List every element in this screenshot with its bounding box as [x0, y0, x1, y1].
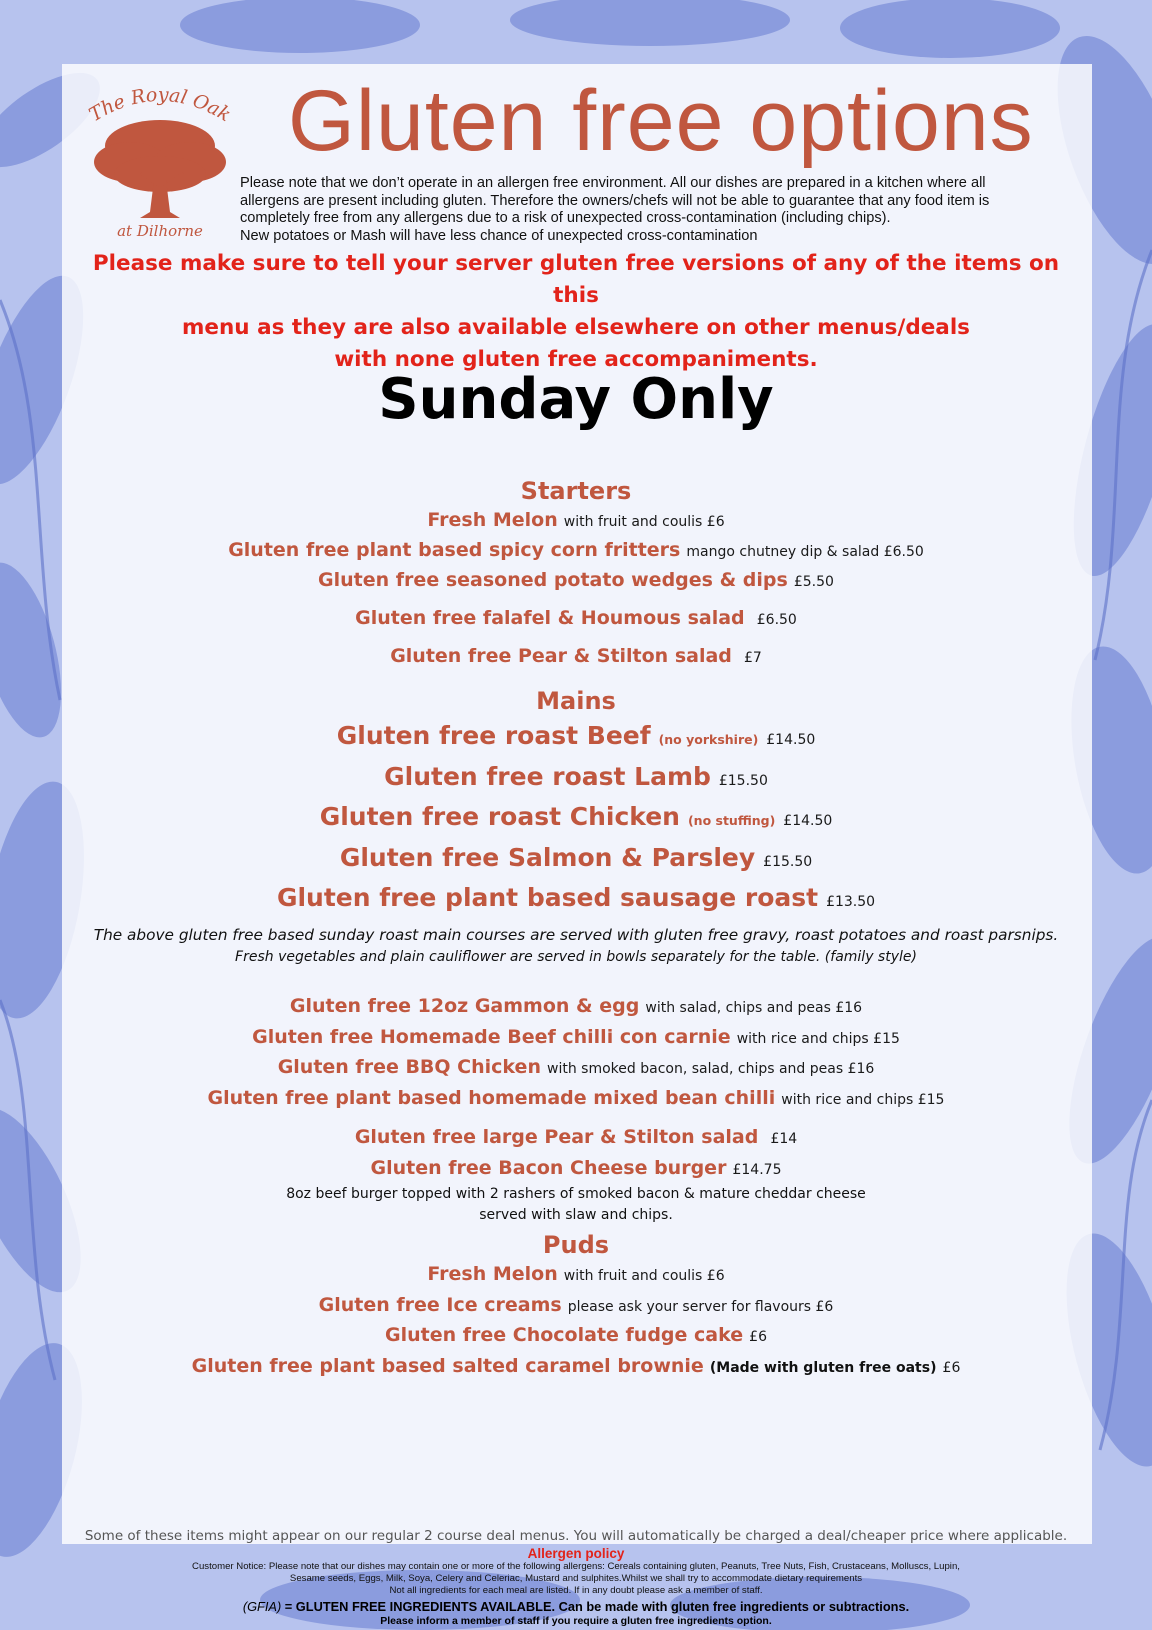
dish-name: Gluten free Pear & Stilton salad [390, 645, 732, 667]
notice-line: Please note that we don’t operate in an allergen free environment. All our dishes are prepared in a kitchen where all [240, 175, 986, 191]
dish-description: with fruit and coulis £6 [563, 514, 725, 530]
dish-name: Gluten free BBQ Chicken [277, 1056, 541, 1079]
allergen-policy-title: Allergen policy [527, 1546, 625, 1561]
puds-heading: Puds [542, 1231, 610, 1259]
gfia-code: (GFIA) [242, 1599, 282, 1614]
menu-item [0, 1352, 1152, 1383]
dish-price: £14.75 [732, 1161, 782, 1178]
other-mains-section [0, 992, 1152, 1226]
dish-name: Gluten free roast Chicken [319, 802, 680, 832]
dish-name: Fresh Melon [427, 1263, 558, 1285]
warning-line: Please make sure to tell your server gluten free versions of any of the items on this [92, 251, 1060, 308]
roast-note-line: Fresh vegetables and plain cauliflower are served in bowls separately for the table. (family style) [235, 949, 917, 965]
dish-name: Gluten free Salmon & Parsley [339, 842, 756, 872]
menu-item [0, 1023, 1152, 1054]
logo-location-text: at Dilhorne [117, 222, 203, 240]
dish-description: £5.50 [793, 574, 834, 590]
royal-oak-tree-logo [80, 84, 240, 242]
menu-item [0, 604, 1152, 634]
dish-price: £15.50 [718, 772, 768, 789]
dish-description: £7 [743, 650, 762, 666]
dish-description: £6.50 [756, 612, 797, 628]
notice-line: New potatoes or Mash will have less chance of unexpected cross-contamination [240, 227, 758, 244]
mains-section [0, 686, 1152, 921]
dish-price: £13.50 [826, 894, 876, 911]
menu-item [0, 1291, 1152, 1322]
dish-description: with salad, chips and peas £16 [645, 1000, 863, 1016]
dish-name: Gluten free large Pear & Stilton salad [354, 1125, 759, 1148]
warning-line: menu as they are also available elsewhere on other menus/deals [182, 315, 970, 340]
menu-item [0, 880, 1152, 921]
dish-name: Gluten free plant based sausage roast [276, 883, 819, 913]
dish-name: Gluten free Bacon Cheese burger [370, 1156, 727, 1179]
dish-price: £15.50 [763, 853, 813, 870]
dish-description: mango chutney dip & salad £6.50 [686, 544, 924, 560]
dish-description: with rice and chips £15 [736, 1030, 900, 1047]
menu-item [0, 642, 1152, 672]
starters-section [0, 476, 1152, 672]
menu-item [0, 759, 1152, 800]
allergen-environment-notice [240, 175, 1090, 245]
menu-item [0, 1321, 1152, 1352]
allergen-line: Customer Notice: Please note that our dishes may contain one or more of the following allergens: Cereals containing gluten, Peanuts, Tree Nuts, Fish, Crustaceans, Molluscs, Lupin, [192, 1561, 960, 1572]
warning-line: with none gluten free accompaniments. [334, 347, 818, 372]
notice-line: completely free from any allergens due to a risk of unexpected cross-contamination (including chips). [240, 210, 891, 226]
dish-name: Gluten free Homemade Beef chilli con carnie [252, 1025, 731, 1048]
gfia-legend [0, 1599, 1152, 1614]
dish-note: (Made with gluten free oats) [709, 1359, 937, 1376]
menu-item [0, 1154, 1152, 1185]
menu-item [0, 718, 1152, 759]
dish-note: (no yorkshire) [658, 732, 759, 747]
logo-name-text: The Royal Oak [85, 84, 235, 127]
menu-item [0, 1053, 1152, 1084]
dish-name: Gluten free plant based salted caramel brownie [191, 1354, 704, 1377]
dish-name: Gluten free seasoned potato wedges & dips [318, 569, 788, 591]
dish-price: £14.50 [766, 732, 816, 748]
dish-description: with rice and chips £15 [781, 1092, 945, 1109]
staff-request-note: Please inform a member of staff if you require a gluten free ingredients option. [380, 1615, 772, 1627]
dish-note: (no stuffing) [687, 813, 776, 829]
dish-name: Gluten free 12oz Gammon & egg [289, 995, 640, 1017]
server-warning [70, 248, 1082, 376]
menu-item [0, 1123, 1152, 1154]
dish-price: £14.50 [783, 813, 833, 830]
dish-name: Gluten free plant based homemade mixed bean chilli [207, 1087, 776, 1110]
dish-price: £14 [770, 1130, 798, 1147]
notice-line: allergens are present including gluten. Therefore the owners/chefs will not be able to guarantee that any food item is [240, 192, 990, 209]
menu-item [0, 992, 1152, 1023]
menu-item [0, 566, 1152, 596]
menu-item [0, 1084, 1152, 1115]
roast-accompaniment-note [0, 924, 1152, 968]
dish-name: Gluten free falafel & Houmous salad [355, 607, 745, 629]
mains-heading: Mains [536, 687, 616, 715]
menu-item [0, 536, 1152, 566]
gfia-definition: = GLUTEN FREE INGREDIENTS AVAILABLE. Can be made with gluten free ingredients or subtractions. [281, 1599, 910, 1614]
burger-detail: served with slaw and chips. [479, 1207, 673, 1224]
dish-description: £6 [942, 1359, 961, 1376]
roast-note-line: The above gluten free based sunday roast main courses are served with gluten free gravy, roast potatoes and roast parsnips. [93, 926, 1059, 944]
dish-name: Gluten free plant based spicy corn fritters [228, 539, 681, 561]
burger-detail: 8oz beef burger topped with 2 rashers of smoked bacon & mature cheddar cheese [286, 1186, 866, 1203]
allergen-policy-text [120, 1561, 1032, 1598]
dish-name: Gluten free roast Beef [336, 721, 651, 750]
dish-name: Gluten free Ice creams [318, 1293, 562, 1316]
menu-item [0, 506, 1152, 536]
deal-pricing-note: Some of these items might appear on our regular 2 course deal menus. You will automatically be charged a deal/cheaper price where applicable. [84, 1528, 1068, 1544]
menu-item [0, 1260, 1152, 1291]
puds-section [0, 1230, 1152, 1382]
dish-description: with smoked bacon, salad, chips and peas £16 [547, 1061, 875, 1078]
menu-item [0, 840, 1152, 881]
dish-description: please ask your server for flavours £6 [567, 1298, 834, 1315]
page-title: Gluten free options [288, 73, 1034, 169]
dish-description: with fruit and coulis £6 [563, 1268, 725, 1284]
allergen-line: Not all ingredients for each meal are listed. If in any doubt please ask a member of staff. [389, 1585, 763, 1597]
dish-name: Gluten free Chocolate fudge cake [385, 1324, 744, 1346]
dish-name: Gluten free roast Lamb [384, 761, 711, 791]
dish-name: Fresh Melon [427, 509, 558, 531]
allergen-line: Sesame seeds, Eggs, Milk, Soya, Celery and Celeriac, Mustard and sulphites.Whilst we shall try to accommodate dietary requirements [289, 1573, 863, 1585]
menu-item [0, 799, 1152, 840]
dish-description: £6 [749, 1329, 767, 1345]
starters-heading: Starters [520, 477, 632, 505]
day-heading: Sunday Only [378, 367, 774, 432]
